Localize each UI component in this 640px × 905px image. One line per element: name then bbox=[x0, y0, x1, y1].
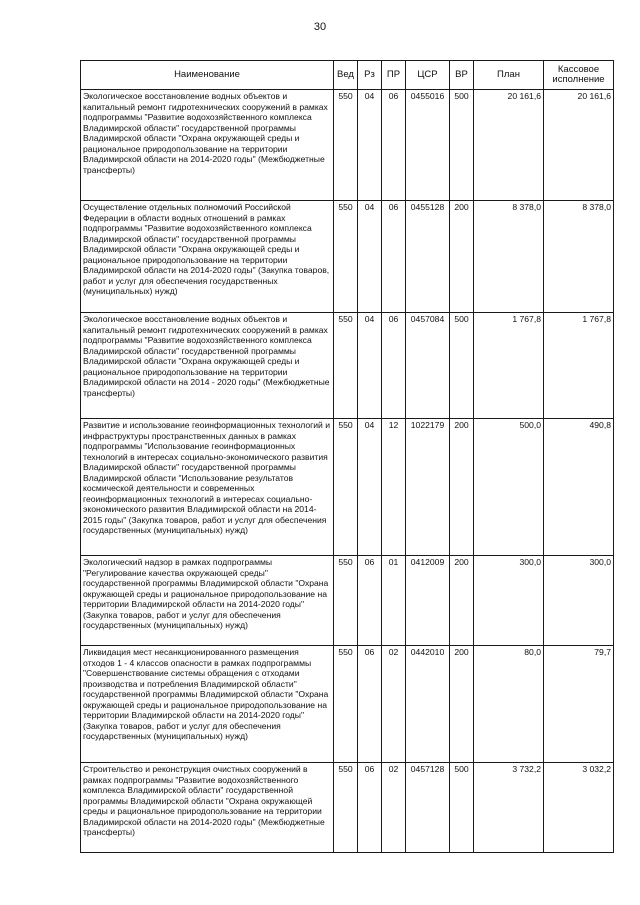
table-row bbox=[81, 646, 614, 763]
table-row bbox=[81, 90, 614, 201]
row-kass: 79,7 bbox=[544, 646, 614, 763]
row-pr: 02 bbox=[382, 763, 406, 853]
row-vr: 500 bbox=[450, 90, 474, 201]
header-name: Наименование bbox=[81, 61, 334, 90]
header-plan: План bbox=[474, 61, 544, 90]
row-name: Ликвидация мест несанкционированного размещения отходов 1 - 4 классов опасности в рамках подпрограммы "Совершенствование системы обращения с отходами производства и потребления Владимирской области" государственной программы Владимирской области "Охрана окружающей среды и рациональное природопользование на территории Владимирской области на 2014-2020 годы" (Закупка товаров, работ и услуг для обеспечения государственных (муниципальных) нужд) bbox=[81, 646, 334, 763]
row-vr: 200 bbox=[450, 556, 474, 646]
row-ved: 550 bbox=[334, 763, 358, 853]
row-name: Экологическое восстановление водных объектов и капитальный ремонт гидротехнических сооружений в рамках подпрограммы "Развитие водохозяйственного комплекса Владимирской области" государственной программы Владимирской области "Охрана окружающей среды и рациональное природопользование на территории Владимирской области на 2014 - 2020 годы" (Межбюджетные трансферты) bbox=[81, 313, 334, 419]
row-pr: 06 bbox=[382, 201, 406, 313]
row-kass: 300,0 bbox=[544, 556, 614, 646]
row-ved: 550 bbox=[334, 646, 358, 763]
table-row bbox=[81, 556, 614, 646]
row-kass: 490,8 bbox=[544, 419, 614, 556]
budget-table bbox=[80, 60, 614, 853]
row-plan: 3 732,2 bbox=[474, 763, 544, 853]
row-plan: 500,0 bbox=[474, 419, 544, 556]
row-csr: 0457084 bbox=[406, 313, 450, 419]
row-vr: 200 bbox=[450, 646, 474, 763]
row-csr: 0455128 bbox=[406, 201, 450, 313]
row-ved: 550 bbox=[334, 90, 358, 201]
row-rz: 04 bbox=[358, 201, 382, 313]
page-number: 30 bbox=[313, 21, 327, 33]
header-csr: ЦСР bbox=[406, 61, 450, 90]
row-csr: 0442010 bbox=[406, 646, 450, 763]
row-vr: 500 bbox=[450, 763, 474, 853]
table-row bbox=[81, 419, 614, 556]
row-rz: 04 bbox=[358, 313, 382, 419]
row-pr: 06 bbox=[382, 90, 406, 201]
header-pr: ПР bbox=[382, 61, 406, 90]
row-kass: 20 161,6 bbox=[544, 90, 614, 201]
row-vr: 200 bbox=[450, 201, 474, 313]
row-name: Развитие и использование геоинформационных технологий и инфраструктуры пространственных данных в рамках подпрограммы "Использование геоинформационных технологий в интересах социально-экономического развития Владимирской области" государственной программы Владимирской области "Использование результатов космической деятельности и современных геоинформационных технологий в интересах социально-экономического развития Владимирской области на 2014-2015 годы" (Закупка товаров, работ и услуг для обеспечения государственных (муниципальных) нужд) bbox=[81, 419, 334, 556]
row-ved: 550 bbox=[334, 201, 358, 313]
row-rz: 06 bbox=[358, 763, 382, 853]
row-name: Осуществление отдельных полномочий Российской Федерации в области водных отношений в рамках подпрограммы "Развитие водохозяйственного комплекса Владимирской области" государственной программы Владимирской области "Охрана окружающей среды и рациональное природопользование на территории Владимирской области на 2014-2020 годы" (Закупка товаров, работ и услуг для обеспечения государственных (муниципальных) нужд) bbox=[81, 201, 334, 313]
row-csr: 0455016 bbox=[406, 90, 450, 201]
table-row bbox=[81, 201, 614, 313]
row-name: Экологический надзор в рамках подпрограммы "Регулирование качества окружающей среды" государственной программы Владимирской области "Охрана окружающей среды и рациональное природопользование на территории Владимирской области на 2014-2020 годы" (Закупка товаров, работ и услуг для обеспечения государственных (муниципальных) нужд) bbox=[81, 556, 334, 646]
row-kass: 1 767,8 bbox=[544, 313, 614, 419]
row-kass: 3 032,2 bbox=[544, 763, 614, 853]
row-rz: 04 bbox=[358, 419, 382, 556]
header-ved: Вед bbox=[334, 61, 358, 90]
row-pr: 01 bbox=[382, 556, 406, 646]
row-plan: 20 161,6 bbox=[474, 90, 544, 201]
row-ved: 550 bbox=[334, 313, 358, 419]
row-pr: 06 bbox=[382, 313, 406, 419]
row-name: Экологическое восстановление водных объектов и капитальный ремонт гидротехнических сооружений в рамках подпрограммы "Развитие водохозяйственного комплекса Владимирской области" государственной программы Владимирской области "Охрана окружающей среды и рациональное природопользование на территории Владимирской области на 2014-2020 годы" (Межбюджетные трансферты) bbox=[81, 90, 334, 201]
row-rz: 06 bbox=[358, 556, 382, 646]
row-csr: 0457128 bbox=[406, 763, 450, 853]
row-vr: 500 bbox=[450, 313, 474, 419]
row-pr: 12 bbox=[382, 419, 406, 556]
row-ved: 550 bbox=[334, 556, 358, 646]
table-header-row bbox=[81, 61, 614, 90]
row-ved: 550 bbox=[334, 419, 358, 556]
table-row bbox=[81, 313, 614, 419]
header-vr: ВР bbox=[450, 61, 474, 90]
row-vr: 200 bbox=[450, 419, 474, 556]
row-csr: 0412009 bbox=[406, 556, 450, 646]
row-kass: 8 378,0 bbox=[544, 201, 614, 313]
row-plan: 8 378,0 bbox=[474, 201, 544, 313]
row-pr: 02 bbox=[382, 646, 406, 763]
row-plan: 80,0 bbox=[474, 646, 544, 763]
header-kass: Кассовое исполнение bbox=[544, 61, 614, 90]
row-csr: 1022179 bbox=[406, 419, 450, 556]
header-rz: Рз bbox=[358, 61, 382, 90]
row-plan: 1 767,8 bbox=[474, 313, 544, 419]
row-plan: 300,0 bbox=[474, 556, 544, 646]
row-rz: 04 bbox=[358, 90, 382, 201]
table-row bbox=[81, 763, 614, 853]
row-name: Строительство и реконструкция очистных сооружений в рамках подпрограммы "Развитие водохозяйственного комплекса Владимирской области" государственной программы Владимирской области "Охрана окружающей среды и рациональное природопользование на территории Владимирской области на 2014-2020 годы" (Межбюджетные трансферты) bbox=[81, 763, 334, 853]
row-rz: 06 bbox=[358, 646, 382, 763]
